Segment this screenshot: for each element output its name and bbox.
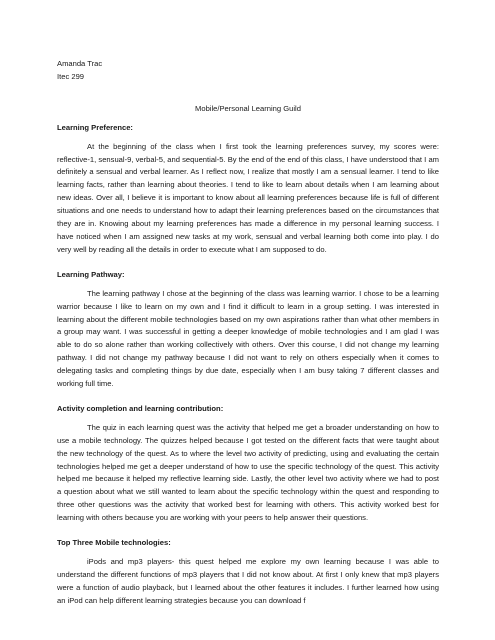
- section-heading-learning-pathway: Learning Pathway:: [57, 269, 125, 279]
- section-spacer: [57, 391, 439, 403]
- section-body-learning-preference: At the beginning of the class when I first took the learning preferences survey, my scores were: reflective-1, sensual-9, verbal-5, and sequential-5. By the end of the end of this class, I have understood that I am definitely a sensual and verbal learner. As I reflect now, I realize that mostly I am a sensual learner. I tend to like learning facts, rather than learning about theories. I tend to like to learn about details when I am learning about new ideas. Over all, I believe it is important to know about all learning preferences because life is full of different situations and one needs to understand how to adapt their learning preferences based on the circumstances that they are in. Knowing about my learning preferences has made a difference in my personal learning success. I have noticed when I am assigned new tasks at my work, sensual and verbal learning both come into play. I do very well by reading all the details in order to execute what I am supposed to do.: [57, 141, 439, 254]
- section-spacer: [57, 525, 439, 537]
- section-body-activity-completion: The quiz in each learning quest was the activity that helped me get a broader understanding on how to use a mobile technology. The quizzes helped because I got tested on the different facts that were taught about the new technology of the quest. As to where the level two activity of predicting, using and evaluating the certain technologies helped me get a deeper understand of how to use the specific technology of the quest. This activity helped me because it helped my reflective learning side. Lastly, the other level two activity where we had to post a question about what we still wanted to learn about the specific technology within the quest and responding to three other questions was the activity that worked best for learning with others. This activity worked best for learning with others because you are working with your peers to help answer their questions.: [57, 422, 439, 523]
- author-block: [57, 58, 439, 84]
- section-body-learning-pathway: The learning pathway I chose at the beginning of the class was learning warrior. I chose to be a learning warrior because I like to learn on my own and I find it difficult to learn in a group setting. I was interested in learning about the different mobile technologies based on my own aspirations rather than what other members in a group may want. I was successful in getting a deeper knowledge of mobile technologies and I am glad I was able to do so alone rather than working collectively with others. Over this course, I did not change my learning pathway. I did not change my pathway because I did not want to rely on others especially when it comes to delegating tasks and completing things by due date, especially when I am busy taking 7 different classes and working full time.: [57, 288, 439, 389]
- course-code: Itec 299: [57, 71, 85, 81]
- section-heading-activity-completion: Activity completion and learning contribution:: [57, 403, 224, 413]
- document-title: Mobile/Personal Learning Guild: [195, 103, 301, 113]
- document-page: [57, 58, 439, 608]
- section-spacer: [57, 257, 439, 269]
- author-name: Amanda Trac: [57, 59, 103, 68]
- section-heading-learning-preference: Learning Preference:: [57, 122, 133, 132]
- section-heading-top-three-mobile-technologies: Top Three Mobile technologies:: [57, 538, 171, 548]
- section-body-top-three-mobile-technologies: iPods and mp3 players- this quest helped me explore my own learning because I was able to understand the different functions of mp3 players that I did not know about. At first I only knew that mp3 players were a function of audio playback, but I learned about the other features it includes. I further learned how using an iPod can help different learning strategies because you can download f: [57, 557, 439, 605]
